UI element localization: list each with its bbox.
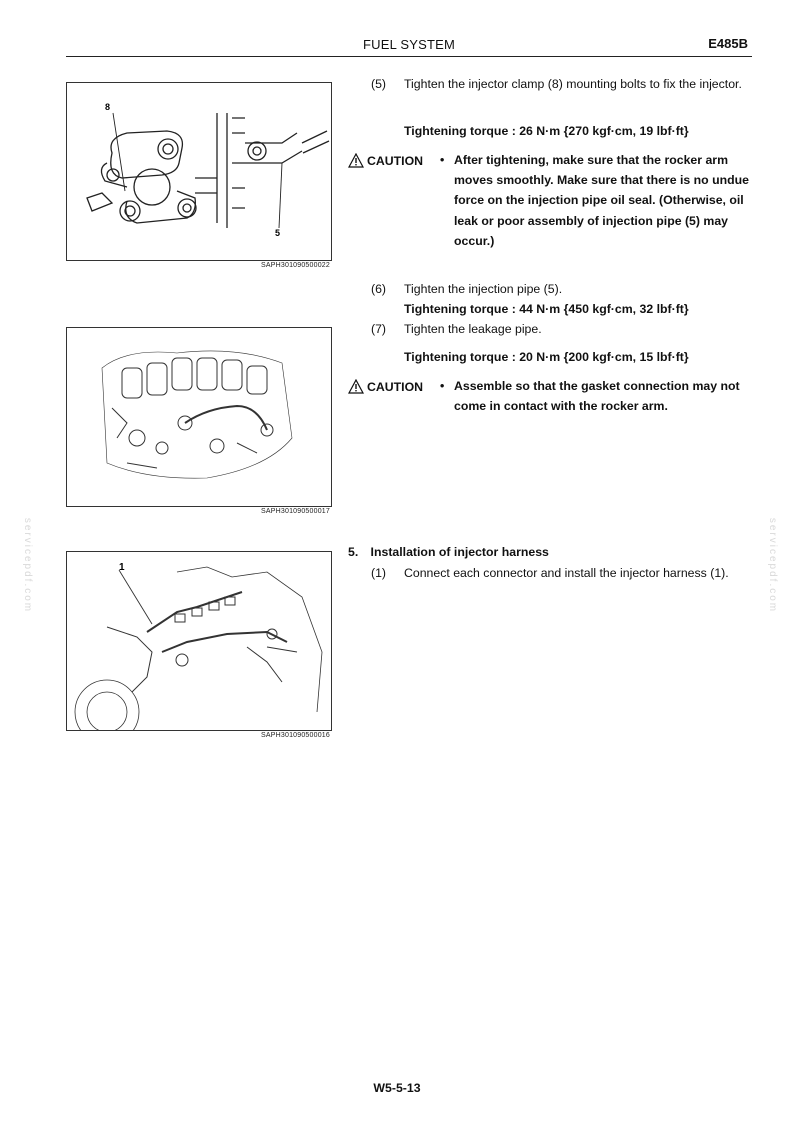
step-number: (5) xyxy=(371,77,387,91)
step-text: Connect each connector and install the injector harness (1). xyxy=(404,566,729,580)
caution-label xyxy=(348,153,423,168)
tightening-torque: Tightening torque : 20 N·m {200 kgf·cm, 15 lbf·ft} xyxy=(404,350,689,364)
figure-caption: SAPH301090500022 xyxy=(261,262,330,269)
injector-clamp-drawing xyxy=(67,83,331,260)
callout-8: 8 xyxy=(105,102,111,112)
step-text: Tighten the injector clamp (8) mounting bolts to fix the injector. xyxy=(404,77,742,91)
figure-caption: SAPH301090500016 xyxy=(261,732,330,739)
caution-text: Assemble so that the gasket connection may not come in contact with the rocker arm. xyxy=(454,379,740,414)
model-code: E485B xyxy=(708,36,748,51)
leakage-pipe-drawing xyxy=(67,328,331,506)
step-number: (6) xyxy=(371,282,387,296)
callout-1: 1 xyxy=(119,562,125,573)
figure-injector-clamp xyxy=(66,82,332,261)
section-title: FUEL SYSTEM xyxy=(362,37,455,52)
injector-harness-drawing xyxy=(67,552,331,730)
callout-5: 5 xyxy=(275,228,281,238)
step-text: Tighten the leakage pipe. xyxy=(404,322,542,336)
watermark-left: servicepdf.com xyxy=(22,517,34,614)
bullet: • xyxy=(440,379,445,393)
figure-leakage-pipe xyxy=(66,327,332,507)
warning-triangle-icon xyxy=(348,153,364,168)
section-heading: 5. Installation of injector harness xyxy=(348,545,549,559)
figure-injector-harness xyxy=(66,551,332,731)
figure-caption: SAPH301090500017 xyxy=(261,508,330,515)
warning-triangle-icon xyxy=(348,379,364,394)
step-number: (1) xyxy=(371,566,387,580)
page-header xyxy=(66,36,752,57)
caution-label xyxy=(348,379,423,394)
caution-text-label: CAUTION xyxy=(367,153,424,168)
caution-text: After tightening, make sure that the rocker arm moves smoothly. Make sure that there is no undue force on the injection pipe oil seal. (Otherwise, oil leak or poor assembly of injection pipe (5) may occur.) xyxy=(454,153,749,248)
tightening-torque: Tightening torque : 26 N·m {270 kgf·cm, 19 lbf·ft} xyxy=(404,124,689,138)
step-number: (7) xyxy=(371,322,387,336)
page-number: W5-5-13 xyxy=(373,1081,421,1095)
step-text: Tighten the injection pipe (5). xyxy=(404,282,563,296)
watermark-right: servicepdf.com xyxy=(767,517,779,614)
bullet: • xyxy=(440,153,445,167)
tightening-torque: Tightening torque : 44 N·m {450 kgf·cm, 32 lbf·ft} xyxy=(404,302,689,316)
caution-text-label: CAUTION xyxy=(367,379,424,394)
